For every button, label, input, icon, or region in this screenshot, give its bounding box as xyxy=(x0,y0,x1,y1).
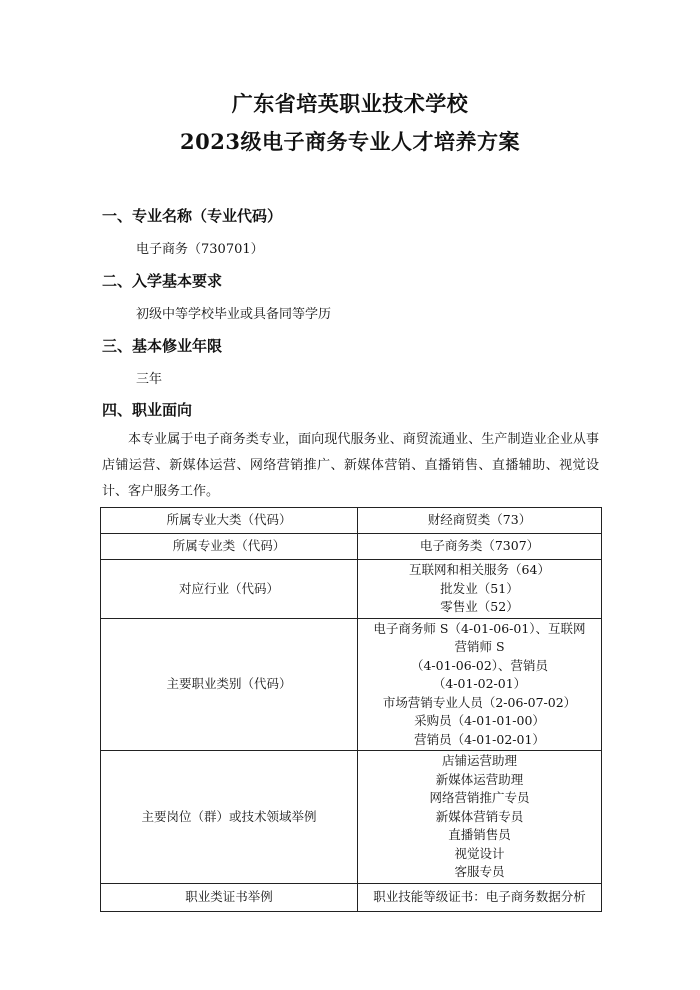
section-2-text: 初级中等学校毕业或具备同等学历 xyxy=(136,307,332,322)
table-cell-label: 主要岗位（群）或技术领域举例 xyxy=(101,751,358,884)
table-cell-value xyxy=(358,618,602,751)
occupation-table xyxy=(100,507,602,912)
section-1-text: 电子商务（730701） xyxy=(136,242,264,257)
value-line: 新媒体运营助理 xyxy=(435,771,524,787)
document-title-school: 广东省培英职业技术学校 xyxy=(231,91,469,116)
table-cell-label: 对应行业（代码） xyxy=(101,560,358,619)
section-4-heading: 四、职业面向 xyxy=(102,401,193,419)
section-4-paragraph: 本专业属于电子商务类专业，面向现代服务业、商贸流通业、生产制造业企业从事店铺运营、新媒体运营、网络营销推广、新媒体营销、直播销售、直播辅助、视觉设计、客户服务工作。 xyxy=(102,432,599,499)
table-cell-label: 所属专业大类（代码） xyxy=(101,508,358,534)
table-row xyxy=(101,751,602,884)
table-row xyxy=(101,508,602,534)
table-cell-label: 主要职业类别（代码） xyxy=(101,618,358,751)
value-line: 直播销售员 xyxy=(448,827,511,842)
value-line: 采购员（4-01-01-00） xyxy=(414,713,545,728)
value-line: （4-01-02-01） xyxy=(432,676,527,691)
value-line: 视觉设计 xyxy=(454,845,505,861)
value-line: 客服专员 xyxy=(454,864,505,879)
section-1-heading: 一、专业名称（专业代码） xyxy=(102,207,283,225)
value-line: 互联网和相关服务（64） xyxy=(409,562,550,577)
table-row xyxy=(101,883,602,911)
table-row xyxy=(101,618,602,751)
table-cell-value xyxy=(358,508,602,534)
value-line: 电子商务师 S（4-01-06-01）、互联网 xyxy=(373,620,586,636)
value-line: 网络营销推广专员 xyxy=(429,790,530,805)
value-line: 营销师 S xyxy=(454,639,505,654)
value-line: 店铺运营助理 xyxy=(441,753,517,768)
table-row xyxy=(101,560,602,619)
value-line: 批发业（51） xyxy=(440,580,519,596)
value-line: 职业技能等级证书：电子商务数据分析 xyxy=(373,888,586,904)
value-line: 零售业（52） xyxy=(440,599,519,614)
table-cell-value xyxy=(358,560,602,619)
table-row xyxy=(101,534,602,560)
table-cell-value xyxy=(358,751,602,884)
table-cell-value xyxy=(358,534,602,560)
value-line: 财经商贸类（73） xyxy=(427,512,532,528)
table-cell-value xyxy=(358,883,602,911)
value-line: 市场营销专业人员（2-06-07-02） xyxy=(382,694,577,710)
table-cell-label: 所属专业类（代码） xyxy=(101,534,358,560)
value-line: （4-01-06-02）、营销员 xyxy=(410,657,549,673)
table-cell-label: 职业类证书举例 xyxy=(101,883,358,911)
section-3-text: 三年 xyxy=(136,372,163,387)
section-3-heading: 三、基本修业年限 xyxy=(102,337,223,355)
document-title-plan: 2023级电子商务专业人才培养方案 xyxy=(180,129,520,154)
value-line: 新媒体营销专员 xyxy=(435,808,524,824)
section-2-heading: 二、入学基本要求 xyxy=(102,272,223,290)
value-line: 电子商务类（7307） xyxy=(419,538,540,554)
value-line: 营销员（4-01-02-01） xyxy=(414,731,545,747)
